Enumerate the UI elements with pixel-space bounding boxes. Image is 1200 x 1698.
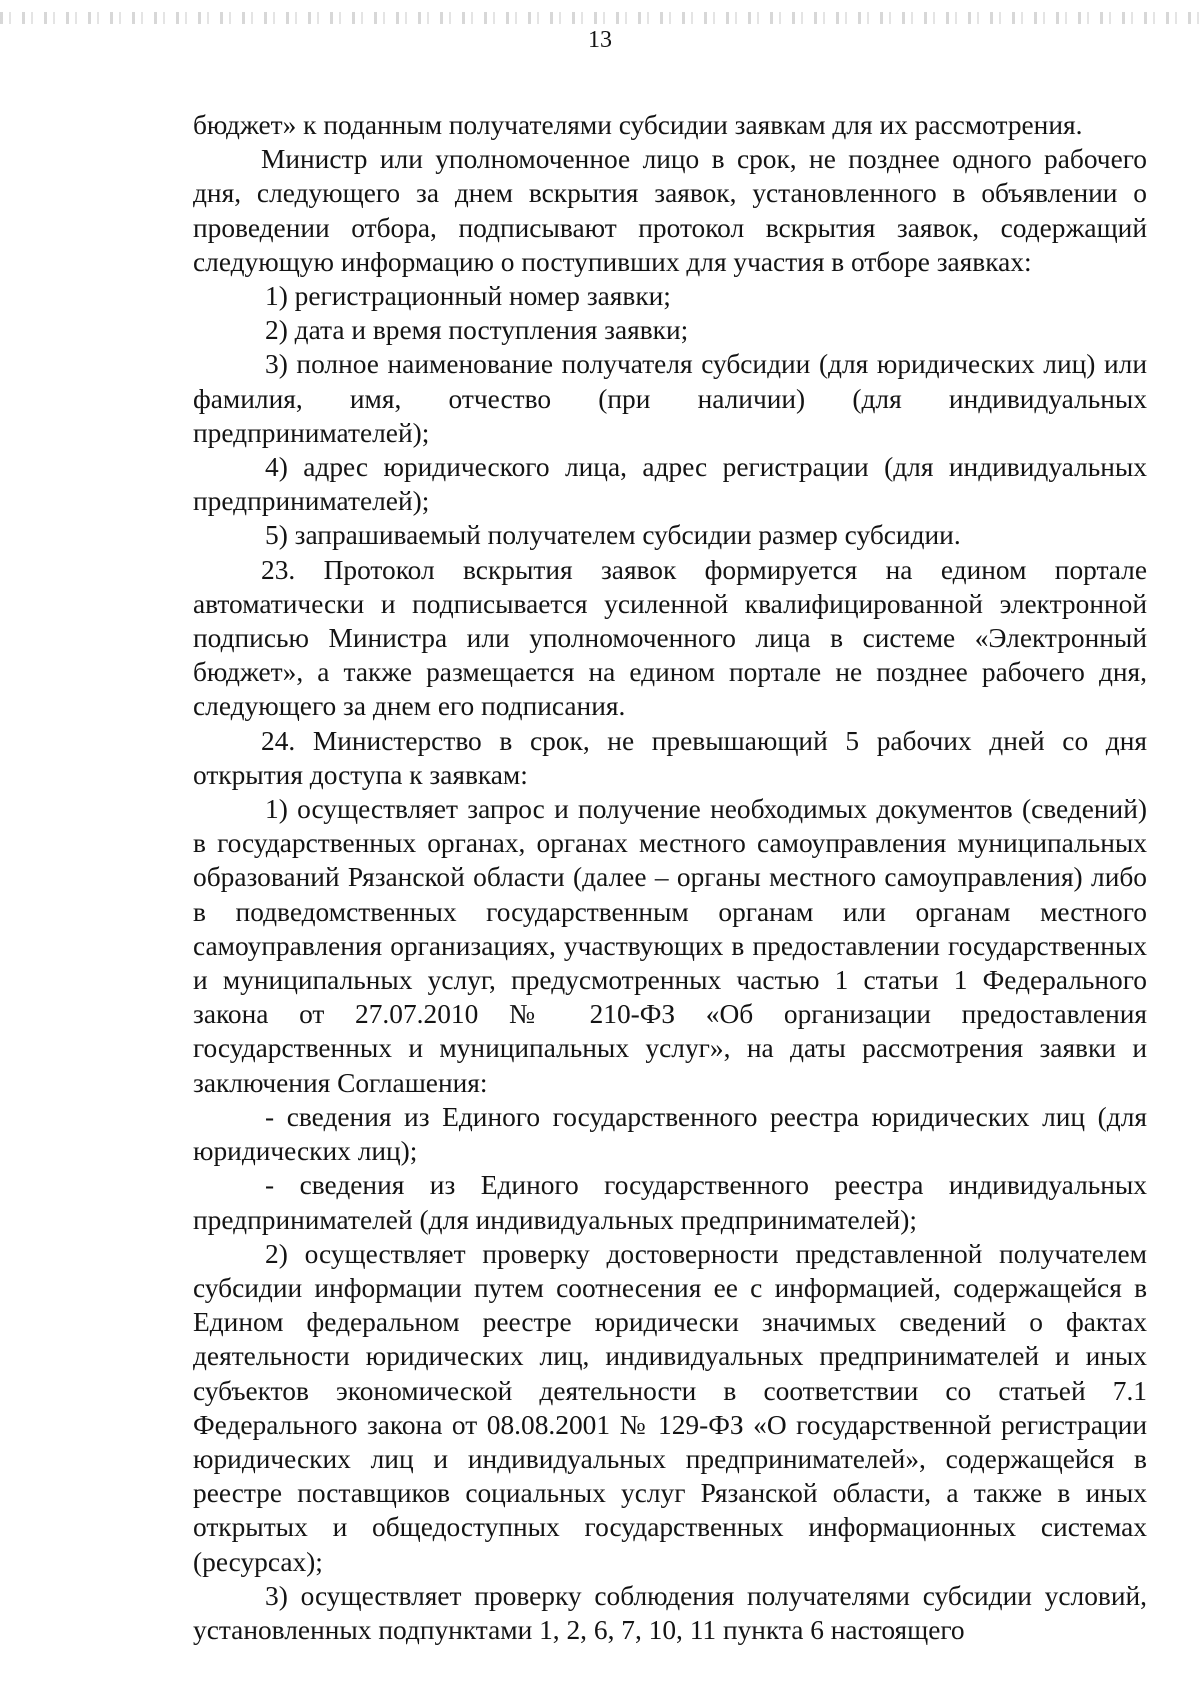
paragraph-clause-23: 23. Протокол вскрытия заявок формируется на едином портале автоматически и подписывается усиленной квалифицированной электронной подписью Министра или уполномоченного лица в системе «Электронный бюджет», а также размещается на едином портале не позднее рабочего дня, следующего за днем его подписания. bbox=[193, 554, 1147, 722]
page-number: 13 bbox=[588, 27, 612, 53]
list-item-entrepreneurs-registry: - сведения из Единого государственного реестра индивидуальных предпринимателей (для индивидуальных предпринимателей); bbox=[193, 1170, 1147, 1235]
list-item-date-time: 2) дата и время поступления заявки; bbox=[265, 315, 689, 346]
list-item-registration-number: 1) регистрационный номер заявки; bbox=[265, 281, 671, 312]
paragraph-protocol-signing: Министр или уполномоченное лицо в срок, не позднее одного рабочего дня, следующего за днем вскрытия заявок, установленного в объявлении о проведении отбора, подписывают протокол вскрытия заявок, содержащий следующую информацию о поступивших для участия в отборе заявках: bbox=[193, 144, 1147, 277]
document-body bbox=[193, 108, 1147, 1647]
list-item-conditions-check: 3) осуществляет проверку соблюдения получателями субсидии условий, установленных подпунктами 1, 2, 6, 7, 10, 11 пункта 6 настоящего bbox=[193, 1580, 1147, 1645]
list-item-verification: 2) осуществляет проверку достоверности представленной получателем субсидии информации путем соотнесения ее с информацией, содержащейся в Едином федеральном реестре юридически значимых сведений о фактах деятельности юридических лиц, индивидуальных предпринимателей и иных субъектов экономической деятельности в соответствии со статьей 7.1 Федерального закона от 08.08.2001 № 129-ФЗ «О государственной регистрации юридических лиц и индивидуальных предпринимателей», содержащейся в реестре поставщиков социальных услуг Рязанской области, а также в иных открытых и общедоступных государственных информационных системах (ресурсах); bbox=[193, 1238, 1147, 1577]
list-item-document-request: 1) осуществляет запрос и получение необходимых документов (сведений) в государственных органах, органах местного самоуправления муниципальных образований Рязанской области (далее – органы местного самоуправления) либо в подведомственных государственным органам или органам местного самоуправления организациях, участвующих в предоставлении государственных и муниципальных услуг, предусмотренных частью 1 статьи 1 Федерального закона от 27.07.2010 № 210-ФЗ «Об организации предоставления государственных и муниципальных услуг», на даты рассмотрения заявки и заключения Соглашения: bbox=[193, 794, 1147, 1098]
scan-edge-artifact bbox=[0, 12, 1200, 24]
paragraph-continuation: бюджет» к поданным получателями субсидии заявкам для их рассмотрения. bbox=[193, 110, 1083, 140]
paragraph-clause-24: 24. Министерство в срок, не превышающий 5 рабочих дней со дня открытия доступа к заявкам: bbox=[193, 725, 1147, 790]
list-item-address: 4) адрес юридического лица, адрес регистрации (для индивидуальных предпринимателей); bbox=[193, 452, 1147, 517]
list-item-applicant-name: 3) полное наименование получателя субсидии (для юридических лиц) или фамилия, имя, отчество (при наличии) (для индивидуальных предпринимателей); bbox=[193, 349, 1147, 448]
list-item-legal-entities-registry: - сведения из Единого государственного реестра юридических лиц (для юридических лиц); bbox=[193, 1101, 1147, 1167]
list-item-requested-amount: 5) запрашиваемый получателем субсидии размер субсидии. bbox=[265, 520, 961, 551]
